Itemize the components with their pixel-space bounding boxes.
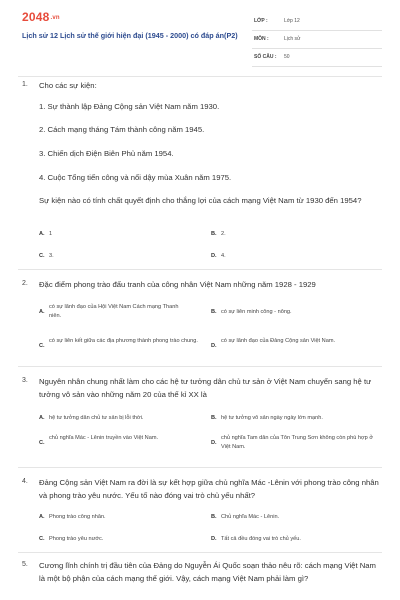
meta-subject-value: Lịch sử (284, 36, 301, 42)
option-text: chủ nghĩa Mác - Lênin truyền vào Việt Nam. (49, 435, 159, 441)
option-text: 1 (49, 231, 53, 237)
option-text: hệ tư tưởng dân chủ tư sản bị lỗi thời. (49, 415, 144, 421)
question-text: Đảng Cộng sản Việt Nam ra đời là sự kết hợp giữa chủ nghĩa Mác -Lênin với phong trào công nhân và phong trào yêu nước. Yếu tố nào đóng vai trò chủ yếu nhất? (39, 478, 379, 500)
question-number: 3. (22, 377, 28, 384)
site-logo[interactable] (22, 10, 60, 24)
option-label: C. (39, 536, 45, 542)
option-text: chủ nghĩa Tam dân của Tôn Trung Sơn không còn phù hợp ở Việt Nam. (221, 435, 373, 450)
meta-class-value: Lớp 12 (284, 18, 300, 24)
option-text: Phong trào yêu nước. (49, 536, 104, 542)
meta-class-key: LỚP : (254, 18, 268, 24)
question-text: Cho các sự kiện: (39, 81, 97, 90)
meta-count-key: SỐ CÂU : (254, 54, 277, 60)
page-header (0, 0, 400, 78)
option-text: 4. (221, 253, 226, 259)
meta-count-value: 50 (284, 54, 290, 60)
question-number: 4. (22, 478, 28, 485)
question-line: 4. Cuộc Tổng tiến công và nổi dậy mùa Xuân năm 1975. (39, 173, 232, 182)
option-text: Tất cả đều đóng vai trò chủ yếu. (221, 536, 301, 542)
question-line: 1. Sự thành lập Đảng Cộng sản Việt Nam năm 1930. (39, 102, 220, 111)
question-text: Đặc điểm phong trào đấu tranh của công nhân Việt Nam những năm 1928 - 1929 (39, 280, 316, 289)
question-number: 1. (22, 81, 28, 88)
document-meta (252, 15, 382, 69)
option-text: hệ tư tưởng vô sản ngày ngày lớn mạnh. (221, 415, 323, 421)
option-label: B. (211, 309, 217, 315)
meta-class-row (252, 15, 382, 31)
option-label: D. (211, 253, 217, 259)
logo-suffix: .vn (50, 14, 60, 21)
divider (18, 269, 382, 270)
option-label: B. (211, 415, 217, 421)
option-label: D. (211, 440, 217, 446)
divider (18, 366, 382, 367)
option-label: D. (211, 536, 217, 542)
document-title: Lịch sử 12 Lịch sử thế giới hiện đại (1945 - 2000) có đáp án(P2) (22, 31, 238, 40)
question-text: Nguyên nhân chung nhất làm cho các hệ tư tưởng dân chủ tư sản ở Việt Nam chuyển sang hệ tư tưởng vô sản vào những năm 20 của thế kỉ XX là (39, 377, 372, 399)
meta-subject-key: MÔN : (254, 36, 269, 42)
divider (18, 76, 382, 77)
option-label: D. (211, 343, 217, 349)
meta-count-row (252, 51, 382, 67)
option-text: Phong trào công nhân. (49, 514, 106, 520)
option-text: Chủ nghĩa Mác - Lênin. (221, 514, 280, 520)
option-text: có sự lãnh đạo của Đảng Cộng sản Việt Nam. (221, 338, 336, 344)
meta-subject-row (252, 33, 382, 49)
option-label: B. (211, 514, 217, 520)
option-text: 2. (221, 231, 226, 237)
question-line: Sự kiện nào có tính chất quyết định cho thắng lợi của cách mạng Việt Nam từ 1930 đến 1954? (39, 196, 362, 205)
question-number: 5. (22, 561, 28, 568)
option-label: A. (39, 514, 45, 520)
question-line: 2. Cách mạng tháng Tám thành công năm 1945. (39, 125, 205, 134)
question-text: Cương lĩnh chính trị đầu tiên của Đảng do Nguyễn Ái Quốc soạn thảo nêu rõ: cách mạng Việt Nam là một bộ phận của cách mạng thế giới. Vậy, cách mạng Việt Nam phải làm gì? (39, 561, 376, 583)
option-label: C. (39, 440, 45, 446)
option-text: có sự liên kết giữa các địa phương thành phong trào chung. (49, 338, 198, 344)
divider (18, 552, 382, 553)
option-label: A. (39, 309, 45, 315)
option-label: A. (39, 415, 45, 421)
option-text: 3. (49, 253, 54, 259)
option-label: B. (211, 231, 217, 237)
question-line: 3. Chiến dịch Điện Biên Phủ năm 1954. (39, 149, 174, 158)
option-text: có sự liên minh công - nông. (221, 309, 292, 315)
logo-text: 2048 (22, 10, 50, 24)
option-label: C. (39, 343, 45, 349)
divider (18, 467, 382, 468)
option-label: C. (39, 253, 45, 259)
question-number: 2. (22, 280, 28, 287)
option-label: A. (39, 231, 45, 237)
option-text: có sự lãnh đạo của Hội Việt Nam Cách mạng Thanh niên. (49, 304, 179, 319)
